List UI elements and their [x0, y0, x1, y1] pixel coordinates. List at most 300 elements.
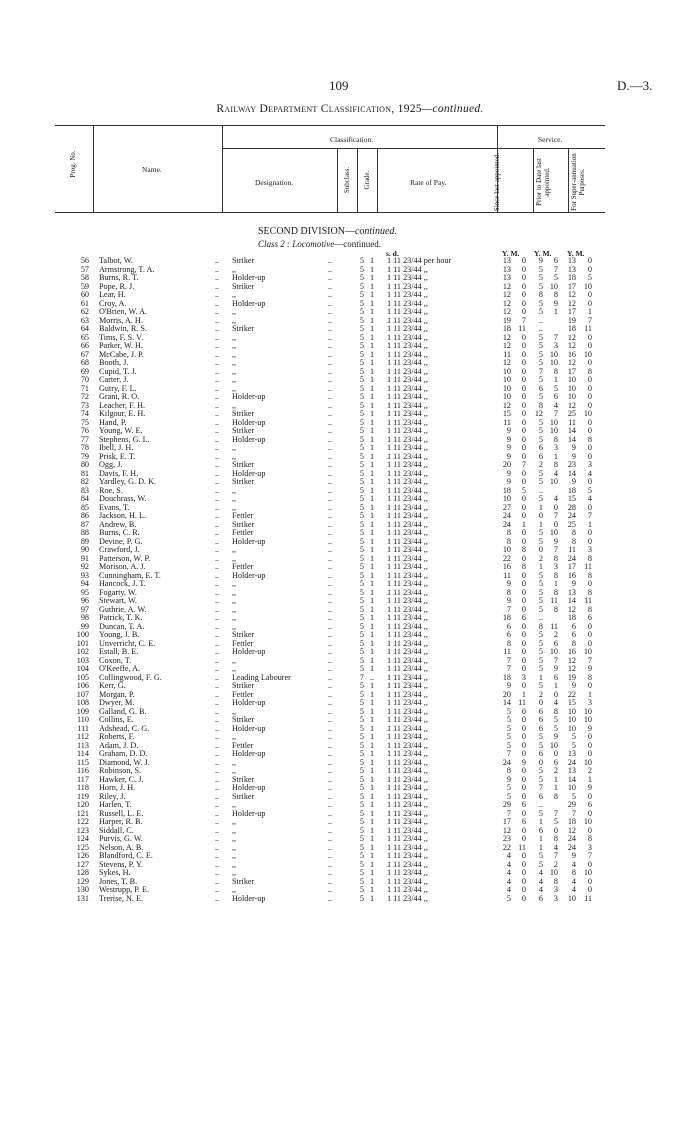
grade-cell: 1: [369, 417, 375, 427]
leader-dots: ..: [328, 290, 333, 299]
leader-dots: ..: [328, 273, 333, 282]
table-row: [0, 759, 700, 768]
leader-dots: ..: [215, 400, 220, 410]
prog-no-cell: 70: [80, 375, 89, 384]
grade-cell: 1: [369, 613, 375, 622]
table-row: [0, 512, 700, 521]
designation-cell: ,,: [232, 826, 237, 835]
leader-dots: ..: [328, 757, 333, 767]
page-title-main: Railway Department Classification, 1925: [216, 103, 422, 115]
subclass-cell: 5: [359, 868, 364, 877]
since-last-years-cell: 13: [502, 273, 511, 282]
grade-cell: 1: [369, 783, 375, 792]
prog-no-cell: 108: [76, 698, 89, 707]
since-last-years-cell: 5: [506, 783, 511, 792]
rate-cell: 1 11 23/44 ,,: [387, 494, 428, 503]
designation-cell: ,,: [232, 554, 237, 563]
table-row: [0, 555, 700, 564]
prior-years-cell: 8: [538, 290, 543, 299]
super-years-cell: 12: [567, 298, 576, 308]
super-months-cell: 0: [587, 808, 592, 818]
rate-cell: 1 11 23/44 ,,: [387, 885, 428, 894]
leader-dots: ..: [328, 868, 333, 877]
name-cell: Crawford, J.: [99, 546, 140, 554]
prog-no-cell: 104: [76, 664, 89, 673]
super-months-cell: 0: [587, 740, 592, 750]
since-last-months-cell: 0: [521, 868, 526, 877]
leader-dots: ..: [328, 298, 333, 308]
table-row: [0, 818, 700, 827]
since-last-years-cell: 18: [502, 672, 511, 682]
since-last-months-cell: 0: [521, 715, 526, 724]
prior-years-cell: 5: [538, 681, 543, 690]
rate-cell: 1 11 23/44 ,,: [387, 400, 428, 410]
subclass-cell: 5: [359, 358, 364, 367]
super-months-cell: 8: [587, 553, 592, 563]
super-years-cell: 16: [567, 570, 576, 580]
table-row: [0, 784, 700, 793]
super-months-cell: 0: [587, 426, 592, 435]
rate-cell: 1 11 23/44 ,,: [387, 647, 428, 656]
grade-cell: 1: [369, 332, 375, 342]
designation-cell: ,,: [232, 860, 237, 869]
super-months-cell: 0: [587, 621, 592, 631]
rate-cell: 1 11 23/44 ,,: [387, 749, 428, 758]
leader-dots: ..: [328, 613, 333, 622]
since-last-years-cell: 12: [502, 358, 511, 367]
prior-years-cell: 4: [538, 885, 543, 894]
prior-years-cell: 9: [538, 256, 543, 265]
name-cell: Evans, T.: [99, 503, 130, 512]
since-last-years-cell: 9: [506, 596, 511, 605]
prog-no-cell: 94: [80, 579, 89, 588]
rate-cell: 1 11 23/44 ,,: [387, 800, 428, 809]
table-row: [0, 776, 700, 785]
since-last-years-cell: 18: [502, 324, 511, 333]
super-months-cell: 11: [584, 893, 592, 903]
leader-dots: ..: [328, 876, 333, 886]
rate-cell: 1 11 23/44 ,,: [387, 358, 428, 367]
since-last-months-cell: 0: [521, 664, 526, 673]
super-months-cell: 9: [587, 723, 592, 733]
leader-dots: ..: [215, 443, 220, 452]
grade-cell: 1: [369, 324, 375, 333]
prog-no-cell: 88: [80, 528, 89, 537]
subclass-cell: 5: [359, 715, 364, 724]
table-top-rule: [55, 125, 605, 126]
super-years-cell: 12: [567, 664, 576, 673]
class-name: Locomotive: [292, 239, 335, 249]
since-last-years-cell: 5: [506, 732, 511, 741]
prior-months-cell: 6: [553, 638, 558, 648]
subclass-cell: 5: [359, 256, 364, 265]
leader-dots: ..: [215, 834, 220, 843]
rate-cell: 1 11 23/44 ,,: [387, 468, 428, 478]
since-last-months-cell: 0: [521, 426, 526, 435]
prior-years-cell: 5: [538, 808, 543, 818]
grade-cell: 1: [369, 893, 375, 903]
table-row: [0, 385, 700, 394]
leader-dots: ..: [215, 766, 220, 775]
name-cell: Purvis, G. W.: [99, 835, 143, 843]
table-row: [0, 580, 700, 589]
name-header: Name.: [142, 165, 162, 174]
leader-dots: ..: [215, 460, 220, 469]
leader-dots: ..: [328, 766, 333, 775]
since-last-months-cell: 0: [521, 723, 526, 733]
table-row: [0, 623, 700, 632]
prior-years-cell: 5: [538, 375, 543, 384]
rate-cell: 1 11 23/44 ,,: [387, 502, 428, 512]
prog-no-cell: 116: [77, 766, 89, 775]
rate-cell: 1 11 23/44 ,,: [387, 791, 428, 801]
prior-months-cell: 10: [549, 349, 558, 359]
since-last-months-cell: 6: [521, 817, 526, 826]
grade-cell: 1: [369, 587, 375, 597]
super-months-cell: 8: [587, 672, 592, 682]
designation-cell: ,,: [232, 801, 237, 809]
leader-dots: ..: [215, 579, 220, 588]
name-cell: Riley, J.: [99, 792, 126, 801]
prog-no-cell: 69: [80, 366, 89, 376]
super-months-cell: 0: [587, 290, 592, 299]
prior-years-cell: 6: [538, 791, 543, 801]
subclass-cell: 5: [359, 613, 364, 622]
designation-cell: Holder-up: [232, 469, 266, 478]
super-months-cell: 0: [587, 502, 592, 512]
leader-dots: ..: [328, 570, 333, 580]
leader-dots: ..: [328, 791, 333, 801]
designation-cell: Striker: [232, 792, 255, 801]
super-months-cell: 0: [587, 638, 592, 648]
grade-cell: 1: [369, 502, 375, 512]
super-years-cell: 23: [567, 460, 576, 469]
leader-dots: ..: [215, 689, 220, 699]
table-row: [0, 436, 700, 445]
prior-months-cell: 5: [553, 723, 558, 733]
super-years-cell: 5: [571, 791, 576, 801]
leader-dots: ..: [328, 315, 333, 325]
super-months-cell: 11: [584, 596, 592, 605]
super-years-cell: 25: [567, 519, 576, 529]
rate-of-pay-header: Rate of Pay.: [410, 178, 447, 187]
since-last-years-cell: 12: [502, 332, 511, 342]
leader-dots: ..: [328, 638, 333, 648]
super-years-cell: 10: [567, 715, 576, 724]
since-last-years-cell: 4: [506, 859, 511, 869]
prior-years-cell: ..: [538, 800, 543, 809]
super-months-cell: 0: [587, 341, 592, 350]
name-cell: Hawker, C. J.: [99, 775, 144, 784]
prog-no-cell: 110: [77, 715, 89, 724]
table-row: [0, 521, 700, 530]
since-last-years-cell: 24: [502, 757, 511, 767]
designation-cell: ,,: [232, 886, 237, 894]
grade-cell: 1: [369, 604, 375, 614]
super-years-cell: 8: [571, 868, 576, 877]
super-years-cell: 8: [571, 638, 576, 648]
leader-dots: ..: [215, 434, 220, 444]
subclass-cell: 5: [359, 876, 364, 886]
since-last-years-cell: 8: [506, 536, 511, 546]
super-months-cell: 5: [587, 485, 592, 495]
leader-dots: ..: [328, 587, 333, 597]
since-last-years-cell: 5: [506, 740, 511, 750]
table-row: [0, 665, 700, 674]
division-title-main: SECOND DIVISION—: [258, 226, 355, 237]
prior-months-cell: 11: [550, 596, 558, 605]
rate-cell: 1 11 23/44 ,,: [387, 511, 428, 520]
prior-years-cell: 5: [538, 307, 543, 316]
name-cell: Coxon, T.: [99, 656, 132, 665]
rate-cell: 1 11 23/44 ,,: [387, 596, 428, 605]
subclass-cell: 5: [359, 519, 364, 529]
classification-header: Classification.: [330, 135, 374, 144]
rate-cell: 1 11 23/44 per hour: [387, 256, 452, 265]
prog-no-cell: 77: [80, 434, 89, 444]
prog-no-header: Prog. No.: [69, 150, 77, 178]
prior-years-cell: 6: [538, 749, 543, 758]
table-row: [0, 376, 700, 385]
rate-cell: 1 11 23/44 ,,: [387, 281, 428, 291]
prior-months-cell: 1: [553, 579, 558, 588]
leader-dots: ..: [215, 375, 220, 384]
since-last-years-cell: 7: [506, 749, 511, 758]
prior-years-cell: 0: [538, 698, 543, 707]
designation-cell: Fettler: [232, 512, 254, 520]
grade-cell: 1: [369, 621, 375, 631]
since-last-years-cell: 23: [502, 834, 511, 843]
leader-dots: ..: [328, 477, 333, 486]
since-last-months-cell: 0: [521, 468, 526, 478]
since-last-years-cell: 22: [502, 842, 511, 852]
grade-cell: 1: [369, 664, 375, 673]
since-last-months-cell: 0: [521, 443, 526, 452]
super-months-cell: 10: [583, 349, 592, 359]
since-last-months-cell: 0: [521, 893, 526, 903]
super-months-cell: 11: [584, 324, 592, 333]
prior-months-cell: 8: [553, 834, 558, 843]
prog-no-cell: 95: [80, 587, 89, 597]
since-last-months-cell: 6: [521, 800, 526, 809]
prior-months-cell: 3: [553, 885, 558, 894]
super-years-cell: 9: [571, 579, 576, 588]
super-months-cell: 8: [587, 834, 592, 843]
designation-cell: Fettler: [232, 529, 254, 537]
grade-cell: 1: [369, 766, 375, 775]
col-divider: [357, 148, 358, 212]
prior-months-cell: 2: [553, 766, 558, 775]
leader-dots: ..: [328, 366, 333, 376]
super-months-cell: 10: [583, 817, 592, 826]
prior-years-cell: ..: [538, 485, 543, 495]
name-cell: Harlen, T.: [99, 801, 132, 809]
prior-months-cell: 8: [553, 290, 558, 299]
leader-dots: ..: [215, 774, 220, 784]
prior-months-cell: 8: [553, 604, 558, 614]
name-cell: Westrupp, P. E.: [99, 886, 150, 894]
prior-years-cell: 6: [538, 715, 543, 724]
prior-years-cell: 5: [538, 434, 543, 444]
name-cell: Ogg, J.: [99, 461, 123, 469]
subclass-cell: 5: [359, 273, 364, 282]
since-last-years-cell: 24: [502, 511, 511, 520]
designation-cell: Holder-up: [232, 418, 266, 427]
name-cell: Talbot, W.: [99, 257, 133, 265]
leader-dots: ..: [328, 519, 333, 529]
leader-dots: ..: [215, 511, 220, 520]
subclass-cell: 5: [359, 698, 364, 707]
rate-cell: 1 11 23/44 ,,: [387, 706, 428, 716]
prior-months-cell: 10: [549, 647, 558, 656]
prior-years-cell: 5: [538, 851, 543, 860]
super-years-cell: 24: [567, 842, 576, 852]
designation-cell: Striker: [232, 478, 255, 486]
since-last-months-cell: 0: [521, 596, 526, 605]
prior-months-cell: 6: [553, 256, 558, 265]
subclass-cell: 5: [359, 400, 364, 410]
division-title-cont: continued.: [354, 226, 397, 237]
subclass-header: Subclass.: [343, 166, 351, 194]
super-months-cell: 10: [583, 757, 592, 767]
designation-cell: Fettler: [232, 741, 254, 750]
since-last-years-cell: 10: [502, 366, 511, 376]
since-last-months-cell: 0: [521, 358, 526, 367]
since-last-months-cell: 6: [521, 613, 526, 622]
prior-years-cell: 6: [538, 451, 543, 461]
subclass-cell: 5: [359, 477, 364, 486]
rate-cell: 1 11 23/44 ,,: [387, 460, 428, 469]
subclass-cell: 5: [359, 332, 364, 342]
designation-cell: Fettler: [232, 690, 254, 699]
subclass-cell: 5: [359, 817, 364, 826]
designation-cell: ,,: [232, 580, 237, 588]
leader-dots: ..: [328, 511, 333, 520]
prior-months-cell: 0: [553, 825, 558, 835]
rate-cell: 1 11 23/44 ,,: [387, 290, 428, 299]
prior-months-cell: 9: [553, 536, 558, 546]
grade-cell: 1: [369, 392, 375, 401]
super-months-cell: 1: [587, 774, 592, 784]
grade-cell: 1: [369, 273, 375, 282]
leader-dots: ..: [215, 358, 220, 367]
prior-months-cell: 9: [553, 664, 558, 673]
name-cell: Horn, J. H.: [99, 784, 136, 792]
super-years-cell: 8: [571, 528, 576, 537]
super-months-cell: 0: [587, 477, 592, 486]
prog-no-cell: 78: [80, 443, 89, 452]
grade-cell: 1: [369, 851, 375, 860]
super-years-cell: 12: [567, 341, 576, 350]
grade-cell: 1: [369, 842, 375, 852]
since-last-months-cell: 0: [521, 434, 526, 444]
since-last-years-cell: 5: [506, 706, 511, 716]
since-last-months-cell: 0: [521, 383, 526, 393]
since-last-months-cell: 0: [521, 647, 526, 656]
super-months-cell: 0: [587, 528, 592, 537]
subclass-cell: 5: [359, 783, 364, 792]
grade-cell: 1: [369, 281, 375, 291]
designation-cell: ,,: [232, 622, 237, 631]
super-years-cell: 10: [567, 383, 576, 393]
leader-dots: ..: [215, 885, 220, 894]
table-row: [0, 725, 700, 734]
table-row: [0, 402, 700, 411]
name-cell: Dwyer, M.: [99, 699, 135, 707]
table-row: [0, 835, 700, 844]
grade-cell: 1: [369, 630, 375, 639]
super-months-cell: 0: [587, 536, 592, 546]
designation-cell: ,,: [232, 767, 237, 775]
grade-cell: 1: [369, 570, 375, 580]
since-last-months-cell: 0: [521, 579, 526, 588]
since-last-years-cell: 9: [506, 426, 511, 435]
leader-dots: ..: [215, 698, 220, 707]
subclass-cell: 5: [359, 800, 364, 809]
table-row: [0, 631, 700, 640]
prior-months-cell: 10: [549, 477, 558, 486]
prog-no-cell: 89: [80, 536, 89, 546]
subclass-cell: 5: [359, 392, 364, 401]
prog-no-cell: 79: [80, 451, 89, 461]
leader-dots: ..: [328, 341, 333, 350]
since-last-years-cell: 10: [502, 375, 511, 384]
service-header: Service.: [538, 135, 563, 144]
rate-cell: 1 11 23/44 ,,: [387, 715, 428, 724]
designation-cell: ,,: [232, 597, 237, 605]
grade-cell: 1: [369, 451, 375, 461]
name-cell: Nelson, A. B.: [99, 843, 144, 852]
prog-no-cell: 85: [80, 502, 89, 512]
subclass-cell: 5: [359, 681, 364, 690]
table-row: [0, 708, 700, 717]
designation-cell: ,,: [232, 818, 237, 826]
grade-cell: 1: [369, 876, 375, 886]
grade-cell: 1: [369, 885, 375, 894]
table-row: [0, 419, 700, 428]
since-last-years-cell: 9: [506, 451, 511, 461]
table-row: [0, 461, 700, 470]
leader-dots: ..: [215, 341, 220, 350]
since-last-months-cell: 0: [521, 366, 526, 376]
prior-years-cell: 5: [538, 647, 543, 656]
table-row: [0, 538, 700, 547]
super-months-cell: 0: [587, 264, 592, 274]
prior-months-cell: 5: [553, 383, 558, 393]
rate-cell: 1 11 23/44 ,,: [387, 757, 428, 767]
leader-dots: ..: [328, 528, 333, 537]
designation-cell: Striker: [232, 427, 255, 435]
leader-dots: ..: [328, 409, 333, 418]
prog-no-cell: 81: [80, 468, 89, 478]
designation-cell: Striker: [232, 325, 255, 333]
grade-cell: 1: [369, 409, 375, 418]
since-last-years-cell: 20: [502, 689, 511, 699]
service-rule: [497, 148, 605, 149]
leader-dots: ..: [328, 604, 333, 614]
super-years-cell: 17: [567, 307, 576, 316]
designation-cell: ,,: [232, 308, 237, 316]
since-last-years-cell: 9: [506, 477, 511, 486]
prior-years-cell: 5: [538, 859, 543, 869]
designation-cell: Holder-up: [232, 393, 266, 401]
super-years-cell: 14: [567, 596, 576, 605]
prior-years-cell: 8: [538, 400, 543, 410]
prog-no-cell: 119: [77, 791, 89, 801]
leader-dots: ..: [215, 791, 220, 801]
prior-years-cell: 5: [538, 494, 543, 503]
rate-cell: 1 11 23/44 ,,: [387, 298, 428, 308]
